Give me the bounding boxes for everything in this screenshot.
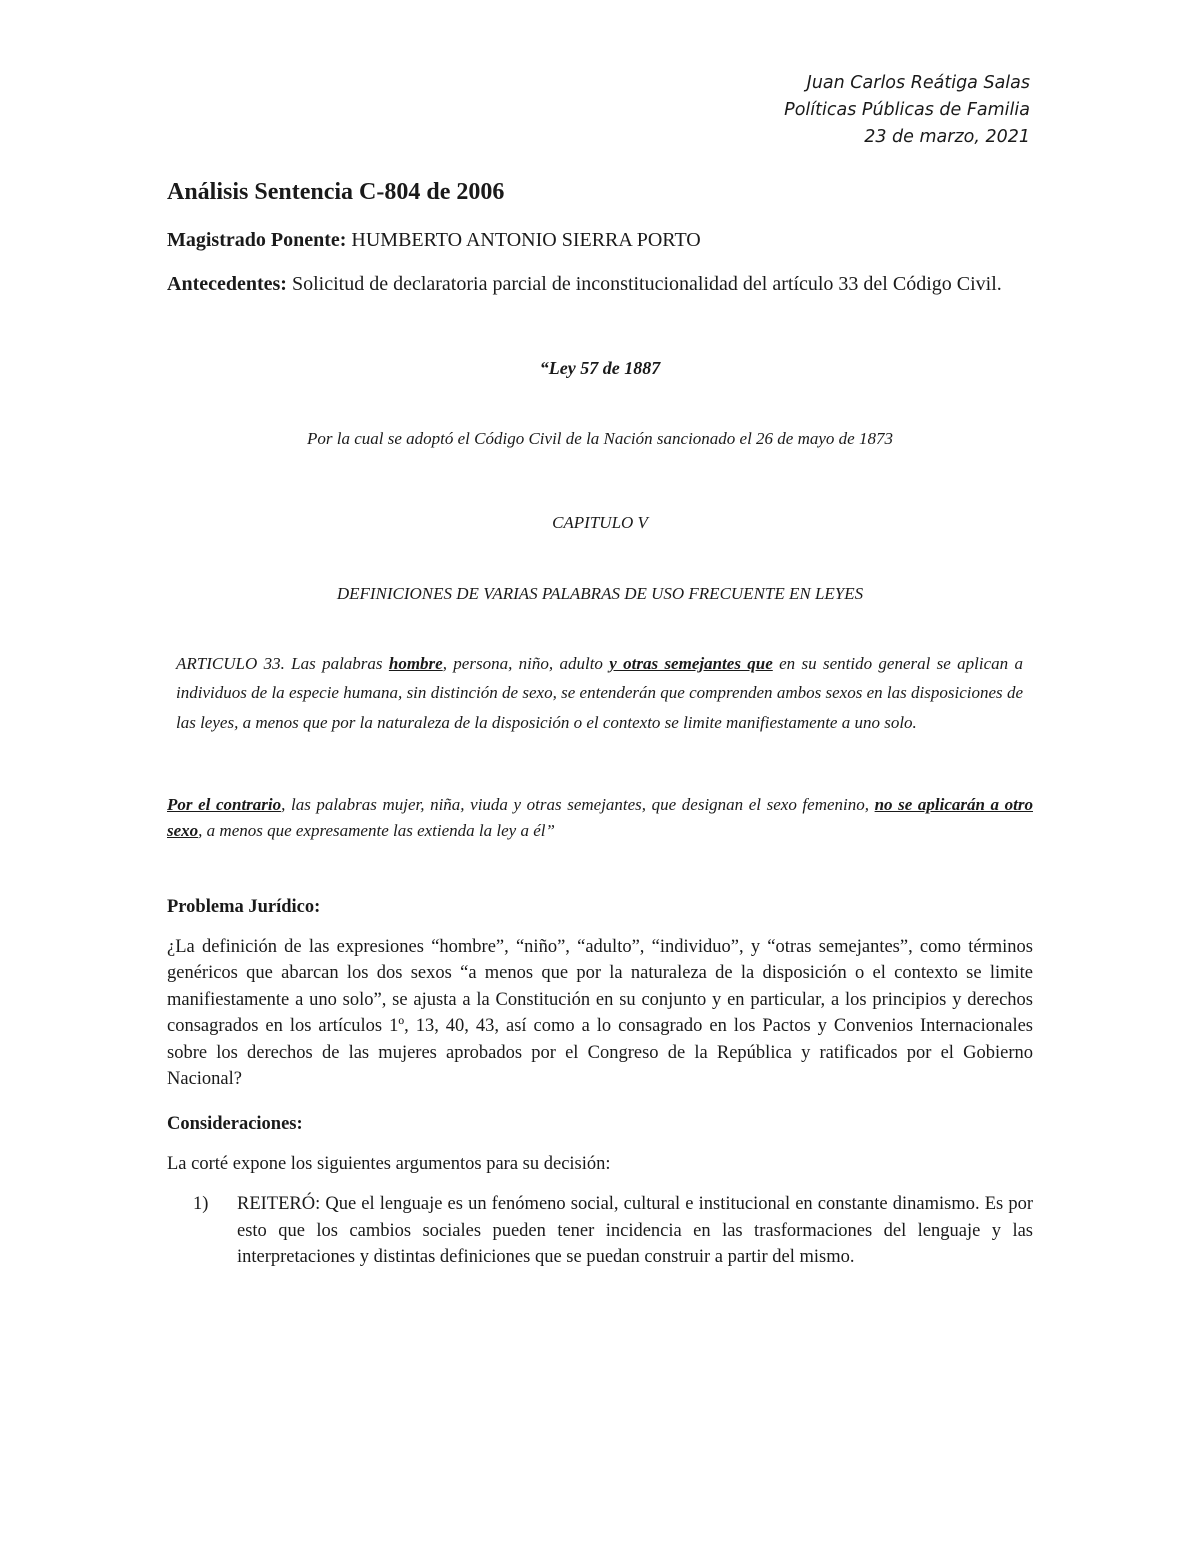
magistrado-field bbox=[167, 226, 1033, 254]
magistrado-label: Magistrado Ponente: bbox=[167, 229, 347, 251]
article-emphasis-hombre: hombre bbox=[388, 654, 443, 673]
consideraciones-heading: Consideraciones: bbox=[167, 1113, 303, 1134]
document-header bbox=[784, 70, 1030, 151]
law-subtitle: Por la cual se adoptó el Código Civil de la Nación sancionado el 26 de mayo de 1873 bbox=[307, 429, 893, 448]
consideraciones-intro: La corté expone los siguientes argumentos para su decisión: bbox=[167, 1153, 611, 1174]
antecedentes-value: Solicitud de declaratoria parcial de inconstitucionalidad del artículo 33 del Código Civil. bbox=[286, 273, 1002, 295]
article-emphasis-semejantes: y otras semejantes que bbox=[609, 654, 773, 673]
contrario-text-1: , las palabras mujer, niña, viuda y otras semejantes, que designan el sexo femenino, bbox=[281, 794, 875, 814]
course-name: Políticas Públicas de Familia bbox=[784, 100, 1030, 120]
document-date: 23 de marzo, 2021 bbox=[864, 127, 1030, 147]
article-text-2: , persona, niño, adulto bbox=[442, 654, 610, 673]
list-item bbox=[167, 1191, 1033, 1271]
antecedentes-field bbox=[167, 270, 1033, 298]
chapter-title: DEFINICIONES DE VARIAS PALABRAS DE USO FRECUENTE EN LEYES bbox=[336, 584, 864, 603]
antecedentes-label: Antecedentes: bbox=[167, 273, 287, 295]
contrario-paragraph bbox=[167, 792, 1033, 844]
document-title: Análisis Sentencia C-804 de 2006 bbox=[167, 179, 505, 205]
law-title: “Ley 57 de 1887 bbox=[539, 358, 661, 378]
contrario-emphasis-2: no se aplicarán a otro sexo bbox=[167, 794, 1033, 840]
author-name: Juan Carlos Reátiga Salas bbox=[806, 73, 1030, 93]
list-item-text: REITERÓ: Que el lenguaje es un fenómeno social, cultural e institucional en constante dinamismo. Es por esto que los cambios sociales pueden tener incidencia en las trasformaciones del lenguaje y las interpretaciones y distintas definiciones que se puedan construir a partir del mismo. bbox=[237, 1194, 1033, 1268]
magistrado-value: HUMBERTO ANTONIO SIERRA PORTO bbox=[346, 229, 701, 251]
contrario-emphasis-1: Por el contrario bbox=[167, 794, 282, 814]
article-text-1: ARTICULO 33. Las palabras bbox=[176, 654, 389, 673]
problema-heading: Problema Jurídico: bbox=[167, 896, 321, 917]
contrario-text-2: , a menos que expresamente las extienda la ley a él” bbox=[198, 820, 555, 840]
article-33-quote bbox=[167, 649, 1033, 737]
list-item-number: 1) bbox=[193, 1194, 209, 1215]
article-text-3: en su sentido general se aplican a individuos de la especie humana, sin distinción de sexo, se entenderán que comprenden ambos sexos en las disposiciones de las leyes, a menos que por la naturaleza de la disposición o el contexto se limite manifiestamente a uno solo. bbox=[176, 654, 1023, 732]
document-body bbox=[167, 176, 1033, 1271]
problema-text: ¿La definición de las expresiones “hombre”, “niño”, “adulto”, “individuo”, y “otras semejantes”, como términos genéricos que abarcan los dos sexos “a menos que por la naturaleza de la disposición o el contexto se limite manifiestamente a uno solo”, se ajusta a la Constitución en su conjunto y en particular, a los principios y derechos consagrados en los artículos 1º, 13, 40, 43, así como a lo consagrado en los Pactos y Convenios Internacionales sobre los derechos de las mujeres aprobados por el Congreso de la República y ratificados por el Gobierno Nacional? bbox=[167, 936, 1033, 1090]
chapter-label: CAPITULO V bbox=[552, 513, 648, 532]
